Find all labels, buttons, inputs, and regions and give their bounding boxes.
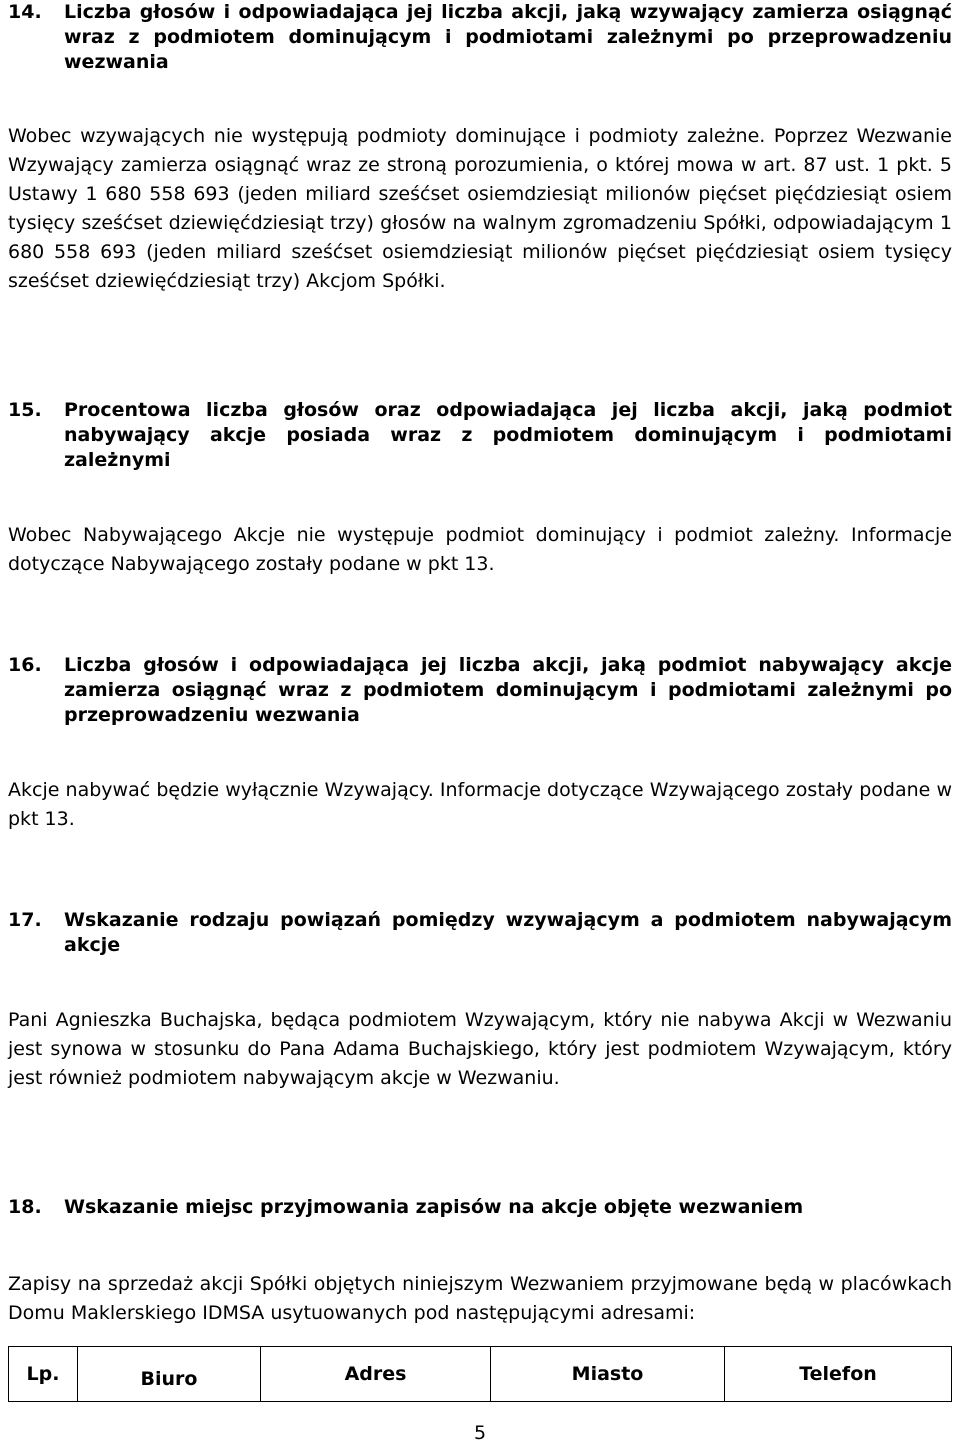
- section-heading: [8, 0, 952, 75]
- section-14: [8, 0, 952, 296]
- table-header-row: [9, 1347, 952, 1402]
- column-header-adres: Adres: [261, 1347, 491, 1402]
- section-body: Wobec Nabywającego Akcje nie występuje podmiot dominujący i podmiot zależny. Informacje dotyczące Nabywającego zostały podane w pkt 13.: [8, 524, 952, 575]
- section-heading: [8, 653, 952, 728]
- section-17: [8, 908, 952, 1093]
- section-title: Liczba głosów i odpowiadająca jej liczba akcji, jaką wzywający zamierza osiągnąć wraz z podmiotem dominującym i podmiotami zależnymi po przeprowadzeniu wezwania: [64, 1, 952, 73]
- page-number: 5: [473, 1422, 487, 1444]
- section-body: Pani Agnieszka Buchajska, będąca podmiotem Wzywającym, który nie nabywa Akcji w Wezwaniu jest synowa w stosunku do Pana Adama Buchajskiego, który jest podmiotem Wzywającym, który jest również podmiotem nabywającym akcje w Wezwaniu.: [8, 1009, 952, 1089]
- section-title: Wskazanie rodzaju powiązań pomiędzy wzywającym a podmiotem nabywającym akcje: [64, 909, 952, 956]
- section-number: 15.: [8, 399, 42, 421]
- column-header-miasto: Miasto: [491, 1347, 725, 1402]
- section-number: 18.: [8, 1196, 42, 1218]
- section-heading: [8, 1195, 952, 1220]
- offices-table: [8, 1346, 952, 1402]
- section-number: 16.: [8, 654, 42, 676]
- section-heading: [8, 398, 952, 473]
- section-heading: [8, 908, 952, 958]
- section-body: Wobec wzywających nie występują podmioty dominujące i podmioty zależne. Poprzez Wezwanie Wzywający zamierza osiągnąć wraz ze stroną porozumienia, o której mowa w art. 87 ust. 1 pkt. 5 Ustawy 1 680 558 693 (jeden miliard sześćset osiemdziesiąt milionów pięćset pięćdziesiąt osiem tysięcy sześćset dziewięćdziesiąt trzy) głosów na walnym zgromadzeniu Spółki, odpowiadającym 1 680 558 693 (jeden miliard sześćset osiemdziesiąt milionów pięćset pięćdziesiąt osiem tysięcy sześćset dziewięćdziesiąt trzy) Akcjom Spółki.: [8, 125, 952, 292]
- section-18: [8, 1195, 952, 1328]
- section-body: Zapisy na sprzedaż akcji Spółki objętych niniejszym Wezwaniem przyjmowane będą w placówkach Domu Maklerskiego IDMSA usytuowanych pod następującymi adresami:: [8, 1273, 952, 1324]
- section-body: Akcje nabywać będzie wyłącznie Wzywający. Informacje dotyczące Wzywającego zostały podane w pkt 13.: [8, 779, 952, 830]
- section-16: [8, 653, 952, 834]
- column-header-lp: Lp.: [9, 1347, 78, 1402]
- column-header-telefon: Telefon: [725, 1347, 952, 1402]
- section-15: [8, 398, 952, 579]
- section-title: Procentowa liczba głosów oraz odpowiadająca jej liczba akcji, jaką podmiot nabywający akcje posiada wraz z podmiotem dominującym i podmiotami zależnymi: [64, 399, 952, 471]
- section-number: 14.: [8, 1, 42, 23]
- section-number: 17.: [8, 909, 42, 931]
- column-header-biuro: Biuro: [78, 1347, 261, 1402]
- section-title: Wskazanie miejsc przyjmowania zapisów na akcje objęte wezwaniem: [64, 1196, 804, 1218]
- section-title: Liczba głosów i odpowiadająca jej liczba akcji, jaką podmiot nabywający akcje zamierza osiągnąć wraz z podmiotem dominującym i podmiotami zależnymi po przeprowadzeniu wezwania: [64, 654, 952, 726]
